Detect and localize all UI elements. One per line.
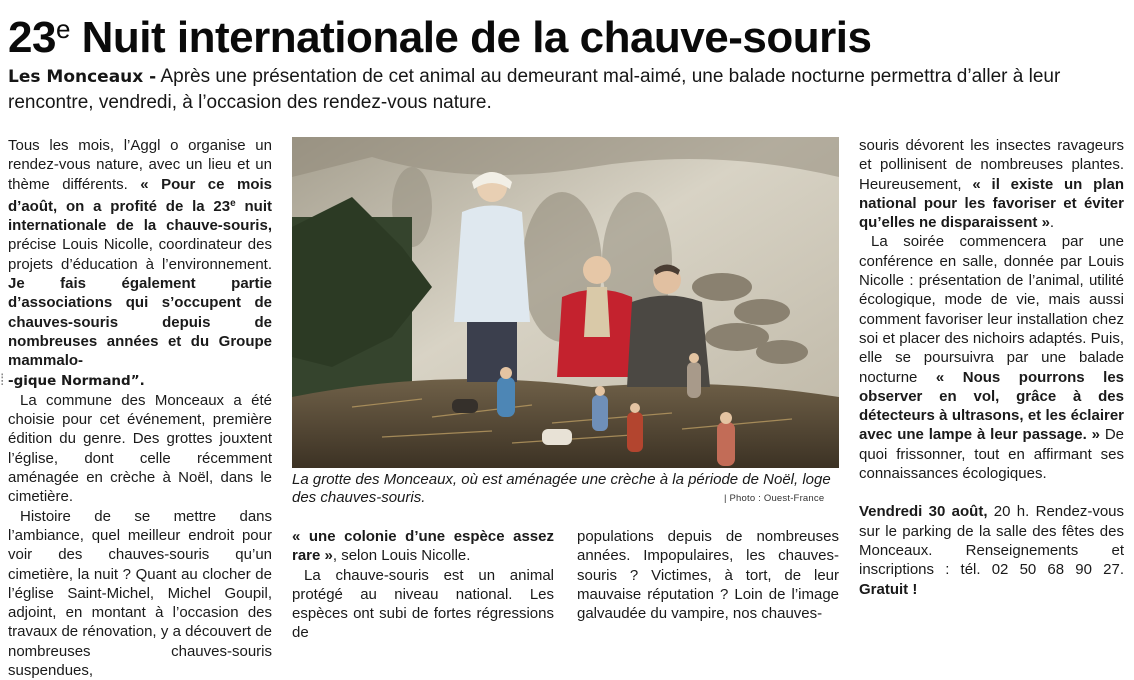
paragraph-1 xyxy=(292,527,554,566)
paragraph-1 xyxy=(8,136,272,391)
paragraph-2 xyxy=(859,232,1124,483)
margin-mark: ⁞ xyxy=(0,372,5,389)
text-run: précise Louis Nicolle, coordinateur des projets d’éducation à l’environnement. xyxy=(8,236,272,273)
headline-number: 23 xyxy=(8,13,56,62)
text-run: Tous les mois, l’Aggl o organise un rendez-vous nature, avec un lieu et un thème différents. xyxy=(8,137,272,193)
text-run: De quoi frissonner, tout en affirmant ses connaissances écologiques. xyxy=(859,426,1125,483)
article-column-2 xyxy=(292,527,554,643)
text-run: souris dévorent les insectes ravageurs et pollinisent de nombreuses plantes. Heureusement, xyxy=(859,137,1124,193)
text-run: « Pour ce mois d’août, on a profité de la 23 xyxy=(8,175,272,215)
text-run: La soirée commencera par une conférence en salle, donnée par Louis Nicolle : présentation de l’animal, utilité écologique, mode de vie, mais aussi comment favoriser leur installation chez soi et placer des nichoirs adaptés. Puis, elle se poursuivra par une balade nocturne xyxy=(859,233,1124,386)
quote-run-end: -gique Normand”. xyxy=(8,372,145,389)
standfirst xyxy=(8,64,1118,116)
article-column-4 xyxy=(859,136,1124,599)
paragraph-3: Histoire de se mettre dans l’ambiance, quel meilleur endroit pour voir des chauves-souris qu’un cimetière, la nuit ? Quant au clocher de l’église Saint-Michel, Michel Goupil, adjoint, en montant à l’occasion des travaux de rénovation, y a découvert de nombreuses chauves-souris suspendues, xyxy=(8,507,272,680)
paragraph-2: La chauve-souris est un animal protégé au niveau national. Les espèces ont subi de fortes régressions de xyxy=(292,566,554,642)
article-column-1 xyxy=(8,136,272,680)
practical-info xyxy=(859,502,1124,598)
paragraph-2: La commune des Monceaux a été choisie pour cet événement, première édition du genre. Des grottes jouxtent l’église, dont celle récemment aménagée en crèche à Noël, dans le cimetière. xyxy=(8,391,272,506)
event-details: 20 h. Rendez-vous sur le parking de la salle des fêtes des Monceaux. Renseignements et inscriptions : tél. 02 50 68 90 27. xyxy=(859,503,1124,579)
text-run: , selon Louis Nicolle. xyxy=(332,547,471,565)
cave-photo xyxy=(292,137,839,468)
text-run: . xyxy=(1049,214,1055,232)
headline-ordinal: e xyxy=(55,14,70,44)
text-run: nuit internationale de la chauve-souris, xyxy=(8,197,272,235)
photo-credit: | Photo : Ouest-France xyxy=(724,493,825,504)
event-price: Gratuit ! xyxy=(859,580,918,598)
paragraph-1 xyxy=(859,136,1124,232)
headline-text: Nuit internationale de la chauve-souris xyxy=(69,13,872,62)
standfirst-place: Les Monceaux - xyxy=(8,67,157,87)
quote-run: « Nous pourrons les observer en vol, grâce à des détecteurs à ultrasons, et les éclairer avec une lampe à leur passage. » xyxy=(859,368,1124,444)
paragraph-1: populations depuis de nombreuses années. Impopulaires, les chauves-souris ? Victimes, à tort, de leur mauvaise réputation ? Loin de l’image galvaudée du vampire, nos chauves- xyxy=(577,528,839,623)
photo-caption: La grotte des Monceaux, où est aménagée une crèche à la période de Noël, loge des chauves-souris. xyxy=(292,471,831,506)
quote-run: « une colonie d’une espèce assez rare » xyxy=(292,528,554,565)
event-date: Vendredi 30 août, xyxy=(859,503,988,521)
article-column-3 xyxy=(577,527,839,623)
quote-run: Je fais également partie d’associations qui s’occupent de chauves-souris depuis de nombreuses années et du Groupe mammalo- xyxy=(8,275,272,370)
headline xyxy=(8,6,871,61)
quote-run: « il existe un plan national pour les favoriser et éviter qu’elles ne disparaissent » xyxy=(859,175,1124,232)
standfirst-text: Après une présentation de cet animal au demeurant mal-aimé, une balade nocturne permettra d’aller à leur rencontre, vendredi, à l’occasion des rendez-vous nature. xyxy=(8,66,1061,113)
ordinal: e xyxy=(230,197,236,209)
cave-photo-illustration xyxy=(292,137,839,468)
